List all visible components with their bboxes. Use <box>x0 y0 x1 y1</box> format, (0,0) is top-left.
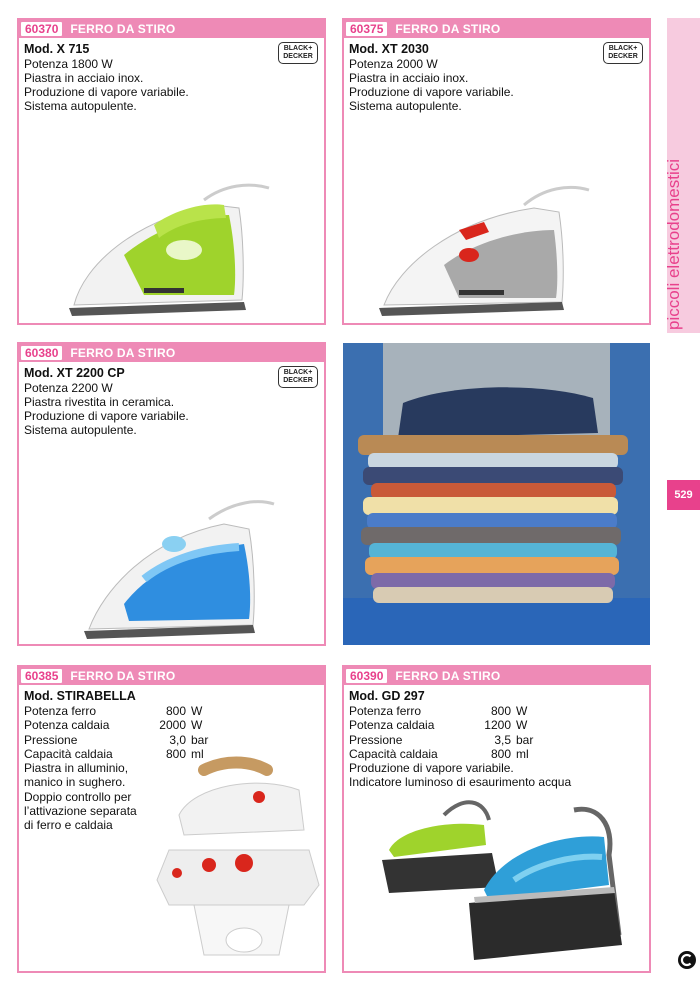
model-name: Mod. XT 2200 CP <box>24 366 125 380</box>
product-card-60370 <box>17 18 326 325</box>
product-code: 60390 <box>346 669 387 683</box>
product-code: 60380 <box>21 346 62 360</box>
steam-iron-grey <box>374 170 604 320</box>
product-description: Potenza 1800 W Piastra in acciaio inox. Produzione di vapore variabile. Sistema autopulente. <box>24 57 189 113</box>
product-description: Potenza 2000 W Piastra in acciaio inox. Produzione di vapore variabile. Sistema autopulente. <box>349 57 514 113</box>
section-label: piccoli elettrodomestici <box>664 158 683 330</box>
spec-row: Pressione 3,0 bar <box>24 732 209 747</box>
folded-laundry-photo <box>343 343 650 645</box>
product-code: 60375 <box>346 22 387 36</box>
spec-row: Potenza caldaia 1200 W <box>349 718 528 733</box>
steam-iron-green <box>64 170 284 320</box>
product-description: Potenza 2200 W Piastra rivestita in ceramica. Produzione di vapore variabile. Sistema autopulente. <box>24 381 189 437</box>
product-card-60390 <box>342 665 651 973</box>
product-title: FERRO DA STIRO <box>70 22 176 36</box>
black-decker-logo: BLACK+ DECKER <box>278 366 318 388</box>
product-title: FERRO DA STIRO <box>395 22 501 36</box>
product-code: 60385 <box>21 669 62 683</box>
card-header <box>344 20 649 38</box>
card-header <box>19 344 324 362</box>
product-card-60385 <box>17 665 326 973</box>
black-decker-logo: BLACK+ DECKER <box>603 42 643 64</box>
model-name: Mod. X 715 <box>24 42 90 56</box>
page-number: 529 <box>667 480 700 510</box>
product-title: FERRO DA STIRO <box>395 669 501 683</box>
steam-station-white <box>149 755 324 970</box>
product-code: 60370 <box>21 22 62 36</box>
product-title: FERRO DA STIRO <box>70 346 176 360</box>
product-title: FERRO DA STIRO <box>70 669 176 683</box>
spec-row: Potenza ferro 800 W <box>349 704 528 718</box>
steam-iron-blue <box>69 489 299 644</box>
spec-row: Pressione 3,5 bar <box>349 732 534 747</box>
spec-table <box>349 704 533 761</box>
product-card-60375 <box>342 18 651 325</box>
product-description: Produzione di vapore variabile. Indicatore luminoso di esaurimento acqua <box>349 761 572 790</box>
spec-row: Potenza caldaia 2000 W <box>24 718 203 733</box>
model-name: Mod. STIRABELLA <box>24 689 136 703</box>
product-card-60380 <box>17 342 326 646</box>
card-header <box>344 667 649 685</box>
model-name: Mod. GD 297 <box>349 689 425 703</box>
spec-row: Capacità caldaia 800 ml <box>24 746 204 761</box>
spec-table <box>24 704 208 761</box>
steam-station-blue <box>374 795 649 970</box>
card-header <box>19 20 324 38</box>
card-header <box>19 667 324 685</box>
spec-row: Potenza ferro 800 W <box>24 704 203 718</box>
spec-row: Capacità caldaia 800 ml <box>349 746 529 761</box>
catalogue-c-icon <box>677 950 697 970</box>
model-name: Mod. XT 2030 <box>349 42 429 56</box>
product-description: Piastra in alluminio, manico in sughero. Doppio controllo per l’attivazione separata di ferro e caldaia <box>24 761 137 833</box>
black-decker-logo: BLACK+ DECKER <box>278 42 318 64</box>
